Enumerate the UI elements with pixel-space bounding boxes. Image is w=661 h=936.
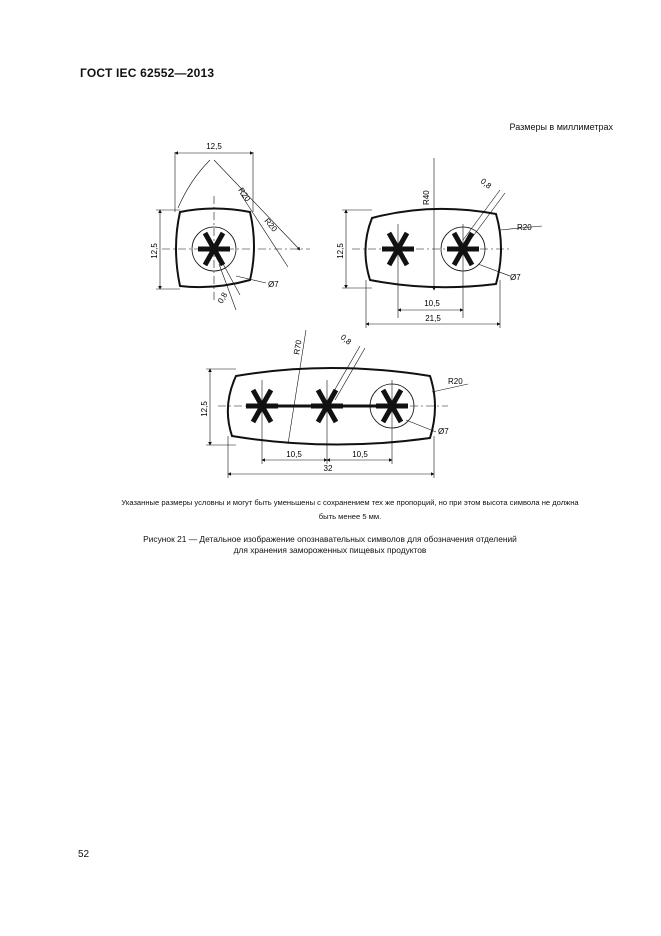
fig2-radius-top-label: R40	[422, 190, 431, 205]
fig3-height-label: 12,5	[200, 401, 209, 417]
fig2-spacing-label: 10,5	[424, 299, 440, 308]
fig1-diameter-label: Ø7	[268, 280, 279, 289]
figure-caption	[60, 534, 600, 556]
dimension-note-line-1: Указанные размеры условны и могут быть уменьшены с сохранением тех же пропорций, но при этом высота символа не должна	[121, 498, 579, 507]
fig1-bar-label: 0,8	[215, 290, 230, 305]
fig3-spacing2-label: 10,5	[352, 450, 368, 459]
fig3-diameter-label: Ø7	[438, 427, 449, 436]
fig2-width-label: 21,5	[425, 314, 441, 323]
figure-caption-line-2: для хранения замороженных пищевых продуктов	[233, 545, 427, 555]
fig3-width-label: 32	[323, 464, 333, 473]
fig3-bar-label: 0,8	[338, 332, 354, 347]
fig2-height-label: 12,5	[336, 243, 345, 259]
figure-caption-line-1: Рисунок 21 — Детальное изображение опознавательных символов для обозначения отделений	[143, 534, 517, 544]
fig3-radius-side-label: R20	[448, 377, 463, 386]
dimension-note	[70, 496, 630, 524]
fig3-spacing1-label: 10,5	[286, 450, 302, 459]
fig3-radius-top-label: R70	[292, 339, 304, 356]
dimension-note-line-2: быть менее 5 мм.	[318, 512, 382, 521]
figure-3-triple-symbol	[206, 330, 468, 478]
document-header: ГОСТ IEC 62552—2013	[80, 66, 215, 80]
fig2-radius-side-label: R20	[517, 223, 532, 232]
fig1-radius-side-label: R20	[262, 216, 279, 234]
figure-1-single-symbol	[156, 152, 310, 310]
fig2-bar-label: 0,8	[478, 176, 494, 191]
fig1-width-label: 12,5	[206, 142, 222, 151]
fig2-diameter-label: Ø7	[510, 273, 521, 282]
fig1-height-label: 12,5	[150, 243, 159, 259]
figure-2-double-symbol	[342, 158, 542, 328]
page-number: 52	[78, 849, 90, 860]
units-note: Размеры в миллиметрах	[509, 122, 613, 132]
fig1-radius-outer-label: R20	[236, 185, 253, 204]
